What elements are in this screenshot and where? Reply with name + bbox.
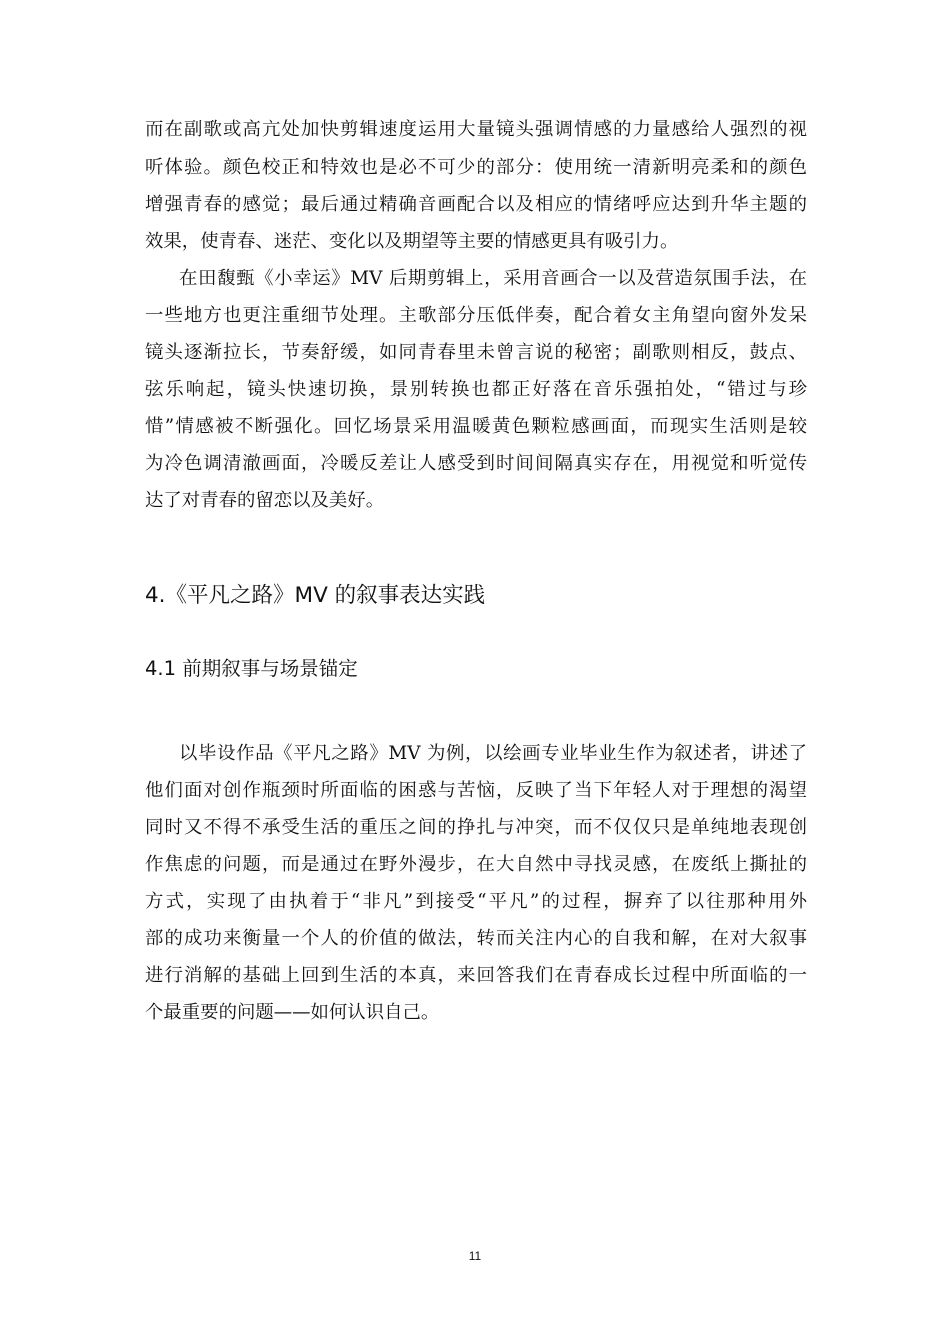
paragraph-3-line-8: 个最重要的问题——如何认识自己。 <box>145 1002 440 1023</box>
page-number: 11 <box>468 1249 482 1263</box>
paragraph-1-line-4: 效果，使青春、迷茫、变化以及期望等主要的情感更具有吸引力。 <box>145 231 679 252</box>
paragraph-3-line-4: 作焦虑的问题，而是通过在野外漫步，在大自然中寻找灵感，在废纸上撕扯的 <box>145 854 807 875</box>
paragraph-3-line-5: 方式，实现了由执着于“非凡”到接受“平凡”的过程，摒弃了以往那种用外 <box>145 891 807 912</box>
paragraph-2-line-6: 为冷色调清澈画面，冷暖反差让人感受到时间间隔真实存在，用视觉和听觉传 <box>145 453 807 474</box>
paragraph-3-line-7: 进行消解的基础上回到生活的本真，来回答我们在青春成长过程中所面临的一 <box>145 965 807 986</box>
section-heading: 4.《平凡之路》MV 的叙事表达实践 <box>145 583 486 608</box>
paragraph-2-line-4: 弦乐响起，镜头快速切换，景别转换也都正好落在音乐强拍处，“错过与珍 <box>145 379 807 400</box>
paragraph-3-line-3: 同时又不得不承受生活的重压之间的挣扎与冲突，而不仅仅只是单纯地表现创 <box>145 817 807 838</box>
paragraph-1-line-3: 增强青春的感觉；最后通过精确音画配合以及相应的情绪呼应达到升华主题的 <box>145 194 807 215</box>
paragraph-2-line-2: 一些地方也更注重细节处理。主歌部分压低伴奏，配合着女主角望向窗外发呆 <box>145 305 807 326</box>
paragraph-2-line-5: 惜”情感被不断强化。回忆场景采用温暖黄色颗粒感画面，而现实生活则是较 <box>145 416 807 437</box>
paragraph-2-line-7: 达了对青春的留恋以及美好。 <box>145 490 385 511</box>
subsection-heading: 4.1 前期叙事与场景锚定 <box>145 657 358 680</box>
paragraph-3-line-2: 他们面对创作瓶颈时所面临的困惑与苦恼，反映了当下年轻人对于理想的渴望 <box>145 780 807 801</box>
paragraph-3-line-1: 以毕设作品《平凡之路》MV 为例，以绘画专业毕业生作为叙述者，讲述了 <box>179 743 807 764</box>
paragraph-3-line-6: 部的成功来衡量一个人的价值的做法，转而关注内心的自我和解，在对大叙事 <box>145 928 807 949</box>
paragraph-2-line-1: 在田馥甄《小幸运》MV 后期剪辑上，采用音画合一以及营造氛围手法，在 <box>179 268 807 289</box>
paragraph-2-line-3: 镜头逐渐拉长，节奏舒缓，如同青春里未曾言说的秘密；副歌则相反，鼓点、 <box>145 342 807 363</box>
paragraph-1-line-1: 而在副歌或高亢处加快剪辑速度运用大量镜头强调情感的力量感给人强烈的视 <box>145 119 807 140</box>
paragraph-1-line-2: 听体验。颜色校正和特效也是必不可少的部分：使用统一清新明亮柔和的颜色 <box>145 157 807 178</box>
